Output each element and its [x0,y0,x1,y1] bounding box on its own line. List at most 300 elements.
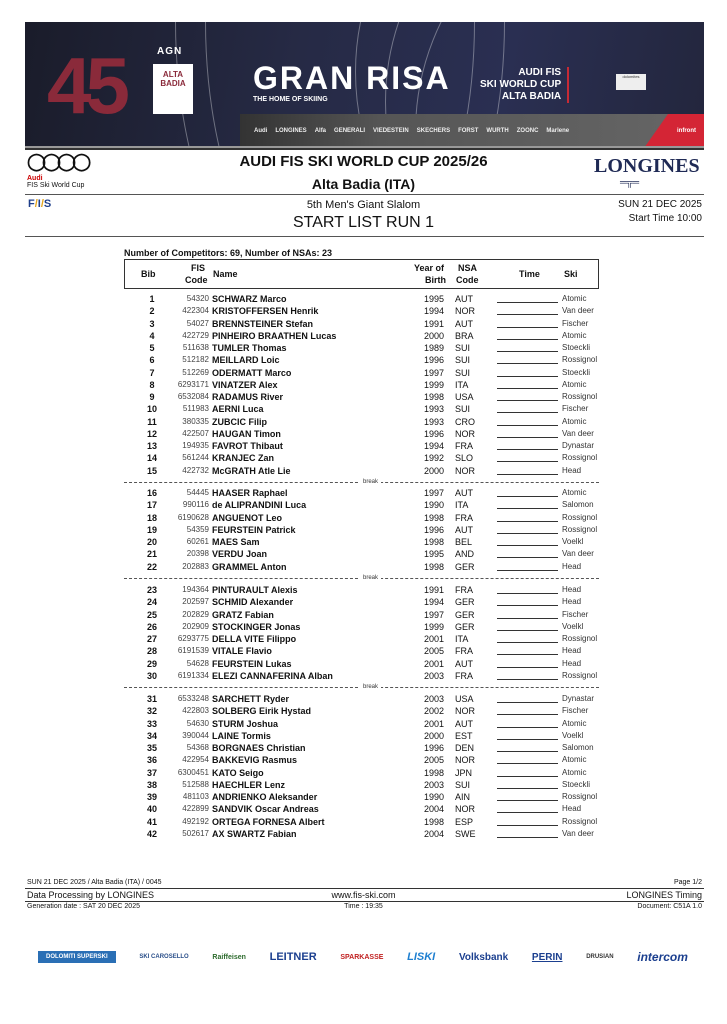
nsa-code-cell: BEL [455,537,473,547]
birth-year-cell: 2003 [424,779,445,790]
break-separator [124,575,599,581]
nsa-code-cell: AND [455,549,475,560]
sponsor-logo: SKECHERS [416,128,451,134]
col-bib: Bib [141,269,156,279]
fis-code-cell: 54359 [186,524,209,534]
sponsor-logo: LONGINES [275,128,307,134]
athlete-name: VITALE Flavio [212,646,272,657]
table-row [124,658,599,670]
competition-title: AUDI FIS SKI WORLD CUP 2025/26 [239,153,488,170]
bib-cell: 41 [146,816,157,827]
table-row [124,512,599,524]
birth-year-cell: 1999 [424,379,445,390]
fis-code-cell: 202597 [182,597,209,607]
gran-risa-title: GRAN RISA [253,60,451,96]
fis-code-cell: 380335 [182,416,209,426]
birth-year-cell: 1991 [424,318,445,329]
nsa-code-cell: ESP [455,816,474,827]
table-row [124,330,599,342]
bib-cell: 37 [146,767,157,778]
fis-code-cell: 422732 [182,465,209,475]
ski-brand-cell: Dynastar [562,441,595,450]
footer-timing: LONGINES Timing [626,890,702,900]
venue: Alta Badia (ITA) [311,176,416,192]
time-field [497,763,558,764]
time-field [497,593,558,594]
time-field [497,837,558,838]
athlete-name: ORTEGA FORNESA Albert [212,816,325,827]
nsa-code-cell: GER [455,609,475,620]
break-label: break [360,574,381,582]
time-field [497,800,558,801]
event-banner [25,22,704,148]
table-row [124,379,599,391]
athlete-name: SCHWARZ Marco [212,294,287,304]
bib-cell: 22 [146,561,157,572]
divider [25,194,704,195]
nsa-code-cell: NOR [455,804,475,815]
fis-code-cell: 422304 [182,306,209,316]
athlete-name: VERDU Joan [212,549,268,560]
time-field [497,351,558,352]
athlete-name: ANGUENOT Leo [212,512,283,523]
nsa-code-cell: USA [455,392,474,402]
generation-time: Time : 19:35 [344,903,383,910]
bib-cell: 18 [146,512,157,523]
nsa-code-cell: FRA [455,512,473,523]
birth-year-cell: 1998 [424,392,445,402]
birth-year-cell: 2005 [424,755,445,766]
bib-cell: 33 [146,718,157,729]
ski-brand-cell: Rossignol [562,355,598,365]
table-row [124,536,599,548]
bib-cell: 30 [146,670,157,681]
col-nsa-2: Code [456,275,479,285]
bib-cell: 14 [146,453,157,464]
longines-wings-icon: ═╦═ [620,177,640,187]
ski-brand-cell: Stoeckli [562,367,591,377]
athlete-name: SARCHETT Ryder [212,694,290,704]
col-time: Time [519,269,540,279]
fis-code-cell: 54368 [186,743,209,752]
bib-cell: 19 [146,524,157,535]
athlete-name: SCHMID Alexander [212,597,294,608]
athlete-name: KRISTOFFERSEN Henrik [212,306,319,317]
time-field [497,702,558,703]
athlete-name: FEURSTEIN Patrick [212,524,296,535]
nsa-code-cell: NOR [455,428,475,439]
nsa-code-cell: SUI [455,404,471,415]
bib-cell: 36 [146,755,157,766]
bib-cell: 12 [146,428,157,439]
birth-year-cell: 2001 [424,658,445,669]
break-separator [124,684,599,690]
event-name: 5th Men's Giant Slalom [306,199,421,211]
fis-code-cell: 422954 [182,755,209,765]
bib-cell: 29 [146,658,157,669]
sponsor-logo: Audi [254,128,268,134]
nsa-code-cell: NOR [455,306,475,317]
anniversary-logo: 45 [47,41,124,130]
event-line: SKI WORLD CUP [480,79,562,90]
fis-code-cell: 202909 [182,621,209,631]
time-field [497,788,558,789]
ski-brand-cell: Atomic [562,294,587,303]
birth-year-cell: 1997 [424,367,445,378]
athlete-name: BORGNAES Christian [212,743,306,753]
bib-cell: 21 [146,549,157,560]
athlete-name: SOLBERG Eirik Hystad [212,706,312,717]
event-line: ALTA BADIA [501,91,562,102]
bib-cell: 24 [146,597,157,608]
dolomites-logo: dolomites [616,74,646,90]
time-field [497,302,558,303]
time-field [497,363,558,364]
athlete-name: LAINE Tormis [212,730,271,741]
alta-badia-logo: ALTA BADIA [153,64,193,114]
sponsor-logo: FORST [458,128,479,134]
table-row [124,754,599,766]
sponsor-logo: infront [677,128,696,134]
time-field [497,425,558,426]
birth-year-cell: 1994 [424,597,445,608]
ski-brand-cell: Voelkl [562,730,584,740]
fis-code-cell: 512588 [182,779,209,789]
fis-code-cell: 511983 [182,404,209,414]
fis-code-cell: 422899 [182,804,209,814]
time-field [497,825,558,826]
birth-year-cell: 2001 [424,634,445,644]
birth-year-cell: 2005 [424,646,445,657]
fis-code-cell: 194935 [182,441,209,450]
nsa-code-cell: EST [455,730,473,741]
divider [25,236,704,237]
break-label: break [360,683,381,691]
nsa-code-cell: AUT [455,294,473,304]
race-date: SUN 21 DEC 2025 [618,199,702,210]
sponsor-logo: Volksbank [458,951,509,963]
nsa-code-cell: FRA [455,646,473,657]
gran-risa-tagline: THE HOME OF SKIING [253,96,328,103]
ski-brand-cell: Fischer [562,318,589,328]
time-field [497,776,558,777]
athlete-name: ELEZI CANNAFERINA Alban [212,670,333,681]
nsa-code-cell: SUI [455,343,471,353]
fis-code-cell: 990116 [182,500,209,510]
document-title: START LIST RUN 1 [292,214,435,231]
ski-brand-cell: Atomic [562,767,587,777]
agn-label: AGN [157,46,183,57]
ski-brand-cell: Atomic [562,330,587,340]
nsa-code-cell: GER [455,621,475,632]
ski-brand-cell: Salomon [562,500,594,510]
fis-logo: F/I/S [28,198,52,210]
nsa-code-cell: ITA [455,379,469,390]
athlete-name: ANDRIENKO Aleksander [212,792,318,802]
bib-cell: 6 [149,355,155,366]
fis-code-cell: 54628 [186,658,209,668]
table-row [124,416,599,428]
table-row [124,693,599,705]
time-field [497,545,558,546]
bib-cell: 2 [149,306,155,317]
time-field [497,314,558,315]
nsa-code-cell: SLO [455,453,474,464]
ski-brand-cell: Rossignol [562,816,598,826]
nsa-code-cell: AIN [455,792,471,802]
athlete-name: MAES Sam [212,537,260,547]
time-field [497,327,558,328]
bib-cell: 7 [149,367,155,378]
nsa-code-cell: JPN [455,767,473,778]
bib-cell: 11 [147,416,157,427]
longines-logo: LONGINES [594,155,700,177]
bib-cell: 42 [146,828,157,839]
time-field [497,630,558,631]
ski-brand-cell: Van deer [562,549,594,559]
fis-code-cell: 20398 [186,549,209,559]
ski-brand-cell: Fischer [562,404,589,414]
fis-code-cell: 60261 [186,537,209,546]
ski-brand-cell: Voelkl [562,621,584,631]
table-row [124,452,599,464]
table-row [124,487,599,499]
banner-sponsor-strip [240,114,704,148]
athlete-name: KRANJEC Zan [212,453,275,464]
birth-year-cell: 1998 [424,537,445,547]
footer-data-processing: Data Processing by LONGINES [27,890,155,900]
fis-code-cell: 492192 [182,816,209,826]
bib-cell: 13 [146,441,157,451]
athlete-name: McGRATH Atle Lie [212,465,291,476]
fis-code-cell: 6191539 [177,646,209,656]
birth-year-cell: 1996 [424,355,445,366]
nsa-code-cell: AUT [455,658,473,669]
birth-year-cell: 1998 [424,561,445,572]
nsa-code-cell: SWE [455,828,476,839]
generation-date: Generation date : SAT 20 DEC 2025 [27,903,140,910]
nsa-code-cell: AUT [455,718,473,729]
footer-reference: SUN 21 DEC 2025 / Alta Badia (ITA) / 0045 [27,879,162,886]
birth-year-cell: 1997 [424,609,445,620]
nsa-code-cell: AUT [455,524,473,535]
nsa-code-cell: SUI [455,367,471,378]
athlete-name: BAKKEVIG Rasmus [212,755,298,766]
nsa-code-cell: USA [455,694,474,704]
bib-cell: 34 [146,730,157,741]
fis-code-cell: 6191334 [177,670,209,680]
time-field [497,496,558,497]
ski-brand-cell: Atomic [562,755,587,765]
time-field [497,461,558,462]
fis-code-cell: 194364 [182,585,209,594]
table-header [124,259,599,289]
table-row [124,391,599,403]
sponsor-logo: VIEDESTEIN [373,128,409,134]
table-row [124,596,599,608]
fis-code-cell: 54630 [186,718,209,728]
competitor-summary: Number of Competitors: 69, Number of NSAs: 23 [124,248,333,258]
time-field [497,557,558,558]
bib-cell: 35 [146,743,157,753]
col-year: Year of [414,263,445,273]
fis-code-cell: 561244 [182,453,209,463]
page-number: Page 1/2 [673,879,702,886]
ski-brand-cell: Atomic [562,488,587,497]
fis-code-cell: 6300451 [177,767,209,777]
time-field [497,605,558,606]
table-row [124,524,599,536]
col-name: Name [213,269,238,279]
time-field [497,521,558,522]
nsa-code-cell: AUT [455,318,473,329]
fis-code-cell: 511638 [182,343,209,352]
athlete-name: HAECHLER Lenz [212,779,286,790]
fis-code-cell: 6533248 [177,694,209,703]
bib-cell: 38 [146,779,157,790]
table-row [124,293,599,305]
sponsor-logo: LEITNER [269,951,317,963]
athlete-name: FEURSTEIN Lukas [212,658,292,669]
bib-cell: 5 [149,343,155,353]
time-field [497,714,558,715]
time-field [497,437,558,438]
bib-cell: 16 [146,488,157,498]
birth-year-cell: 1998 [424,816,445,827]
fis-code-cell: 502617 [182,828,209,838]
table-row [124,705,599,717]
birth-year-cell: 1997 [424,488,445,498]
sponsor-logo: GENERALI [334,128,366,134]
bib-cell: 32 [146,706,157,717]
time-field [497,412,558,413]
ski-brand-cell: Atomic [562,379,587,389]
time-field [497,533,558,534]
ski-brand-cell: Head [562,561,582,571]
table-row [124,742,599,754]
table-row [124,465,599,477]
bib-cell: 15 [146,465,157,476]
birth-year-cell: 2001 [424,718,445,729]
break-label: break [360,478,381,486]
bib-cell: 39 [146,792,157,802]
birth-year-cell: 1998 [424,512,445,523]
table-row [124,609,599,621]
ski-brand-cell: Rossignol [562,792,598,801]
table-row [124,584,599,596]
bib-cell: 4 [149,330,155,341]
birth-year-cell: 1994 [424,306,445,317]
athlete-name: RADAMUS River [212,392,284,402]
fis-code-cell: 6532084 [177,392,209,401]
athlete-name: AERNI Luca [212,404,264,415]
nsa-code-cell: NOR [455,465,475,476]
fis-code-cell: 422803 [182,706,209,716]
table-row [124,403,599,415]
bib-cell: 3 [149,318,155,329]
table-row [124,621,599,633]
table-row [124,670,599,682]
ski-brand-cell: Van deer [562,306,594,316]
time-field [497,339,558,340]
audi-label: Audi [27,175,43,182]
sponsor-logo: Marlene [546,128,570,134]
divider [25,888,704,889]
bib-cell: 1 [149,294,155,304]
fis-code-cell: 202829 [182,609,209,619]
start-time: Start Time 10:00 [628,213,702,224]
sponsor-logo: PERIN [531,951,563,963]
audi-rings-logo: ◯◯◯◯ [27,152,88,171]
athlete-name: GRAMMEL Anton [212,561,287,572]
document-code: Document: C51A 1.0 [637,903,702,910]
bib-cell: 10 [146,404,157,415]
nsa-code-cell: FRA [455,441,473,451]
athlete-name: AX SWARTZ Fabian [212,828,297,839]
col-fis-code-2: Code [185,275,208,285]
nsa-code-cell: ITA [455,500,469,511]
ski-brand-cell: Head [562,804,582,814]
nsa-code-cell: GER [455,597,475,608]
time-field [497,474,558,475]
time-field [497,667,558,668]
table-row [124,561,599,573]
table-row [124,791,599,803]
col-ski: Ski [564,269,578,279]
table-row [124,305,599,317]
ski-brand-cell: Stoeckli [562,779,591,789]
sponsor-logo: ZOONC [516,128,539,134]
table-row [124,342,599,354]
nsa-code-cell: CRO [455,416,475,427]
bottom-sponsors [38,950,688,964]
time-field [497,400,558,401]
birth-year-cell: 1993 [424,416,445,427]
birth-year-cell: 1998 [424,767,445,778]
bib-cell: 23 [146,585,157,595]
birth-year-cell: 1994 [424,441,445,451]
table-row [124,730,599,742]
table-row [124,354,599,366]
birth-year-cell: 1991 [424,585,445,595]
sponsor-logo: WURTH [486,128,509,134]
ski-brand-cell: Voelkl [562,537,584,546]
ski-brand-cell: Head [562,465,582,475]
col-nsa: NSA [458,263,478,273]
table-row [124,828,599,840]
birth-year-cell: 1989 [424,343,445,353]
ski-brand-cell: Rossignol [562,392,598,401]
time-field [497,618,558,619]
bib-cell: 27 [146,634,157,644]
ski-brand-cell: Head [562,658,582,668]
time-field [497,751,558,752]
sponsor-logo: Raiffeisen [212,953,246,961]
bib-cell: 31 [146,694,157,704]
ski-brand-cell: Van deer [562,428,594,438]
nsa-code-cell: GER [455,561,475,572]
divider [25,901,704,902]
nsa-code-cell: ITA [455,634,469,644]
athlete-name: MEILLARD Loic [212,355,280,366]
athlete-name: FAVROT Thibaut [212,441,283,451]
athlete-name: ZUBCIC Filip [212,416,267,427]
birth-year-cell: 2004 [424,828,445,839]
birth-year-cell: 1995 [424,549,445,560]
nsa-code-cell: SUI [455,779,471,790]
fis-code-cell: 512269 [182,367,209,377]
bib-cell: 28 [146,646,157,657]
